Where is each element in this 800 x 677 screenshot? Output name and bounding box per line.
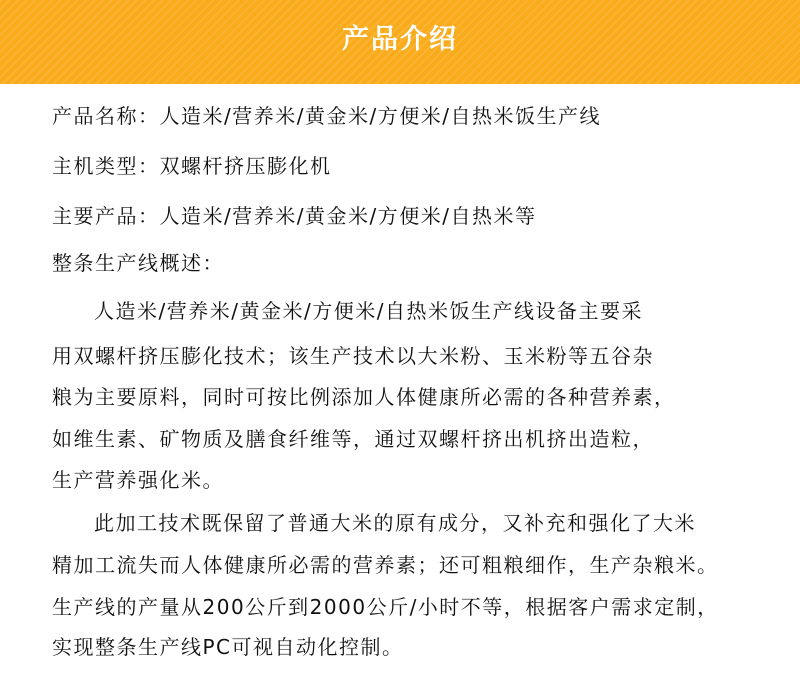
paragraph1-line: 如维生素、矿物质及膳食纤维等，通过双螺杆挤出机挤出造粒， [52, 427, 654, 451]
overview-heading: 整条生产线概述： [52, 251, 224, 275]
paragraph2-line: 实现整条生产线PC可视自动化控制。 [52, 635, 404, 659]
page-title: 产品介绍 [342, 24, 458, 55]
paragraph2-line: 精加工流失而人体健康所必需的营养素；还可粗粮细作，生产杂粮米。 [52, 553, 719, 577]
header-band [0, 0, 800, 84]
host-type-line: 主机类型：双螺杆挤压膨化机 [52, 154, 332, 178]
main-products-line: 主要产品：人造米/营养米/黄金米/方便米/自热米等 [52, 204, 537, 228]
paragraph2-line: 生产线的产量从200公斤到2000公斤/小时不等，根据客户需求定制， [52, 595, 719, 619]
paragraph1-line: 生产营养强化米。 [52, 468, 224, 492]
product-name-line: 产品名称：人造米/营养米/黄金米/方便米/自热米饭生产线 [52, 104, 601, 128]
paragraph2-line: 此加工技术既保留了普通大米的原有成分，又补充和强化了大米 [94, 511, 696, 535]
paragraph1-line: 用双螺杆挤压膨化技术；该生产技术以大米粉、玉米粉等五谷杂 [52, 344, 654, 368]
paragraph1-line: 粮为主要原料，同时可按比例添加人体健康所必需的各种营养素， [52, 385, 676, 409]
paragraph1-line: 人造米/营养米/黄金米/方便米/自热米饭生产线设备主要采 [94, 299, 643, 323]
